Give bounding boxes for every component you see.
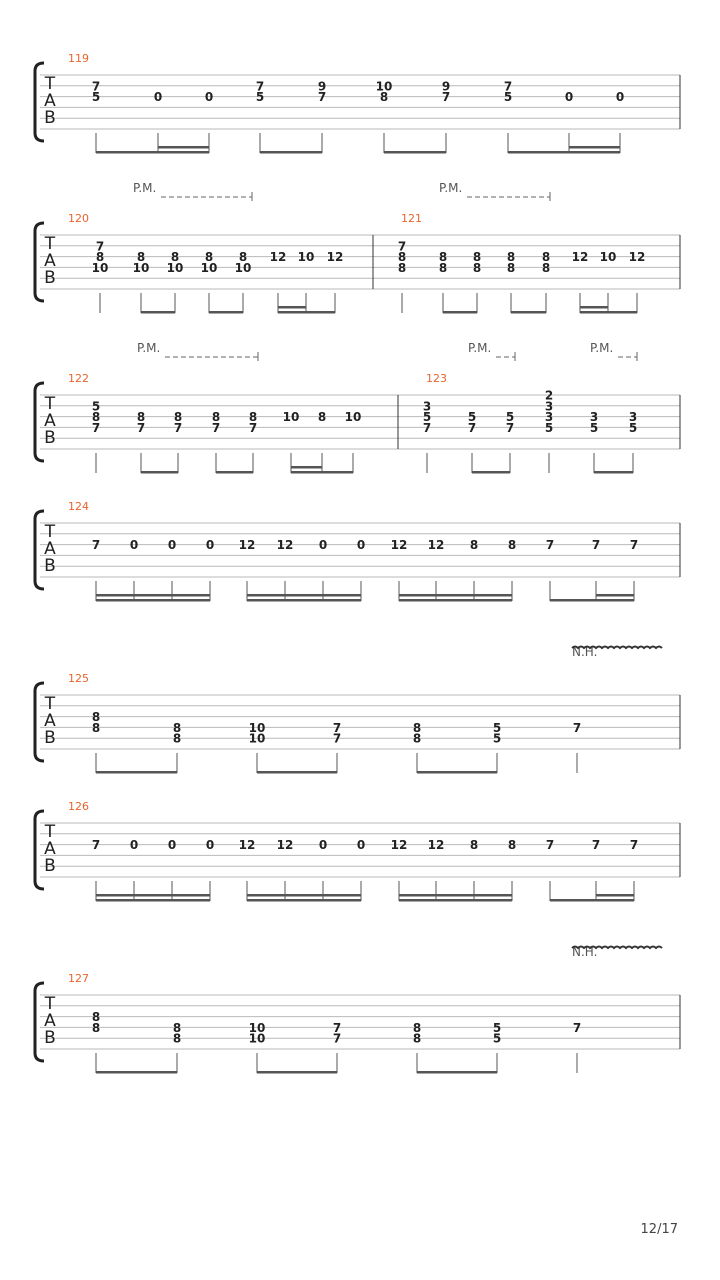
fret-number: 0	[318, 538, 328, 553]
beam	[580, 311, 637, 314]
fret-number: 8	[91, 410, 101, 425]
fret-number: 9	[441, 79, 451, 94]
beam-secondary	[278, 306, 306, 309]
fret-number: 7	[572, 1020, 582, 1035]
fret-number: 8	[412, 1020, 422, 1035]
tab-clef-letter: B	[44, 108, 56, 128]
beam	[278, 311, 335, 314]
beam	[257, 771, 337, 774]
beam-secondary	[96, 594, 210, 597]
fret-number: 5	[492, 1031, 502, 1046]
fret-number: 12	[628, 250, 646, 265]
beam	[141, 311, 175, 314]
tab-clef-letter: A	[44, 251, 56, 271]
fret-number: 5	[467, 410, 477, 425]
page-number: 12/17	[640, 1222, 678, 1237]
fret-number: 8	[238, 250, 248, 265]
tab-clef-letter: T	[44, 394, 56, 414]
beam	[550, 899, 634, 902]
fret-number: 8	[472, 260, 482, 275]
fret-number: 5	[255, 90, 265, 105]
tab-system	[35, 645, 680, 774]
beam-secondary	[596, 594, 634, 597]
bar-number: 121	[401, 212, 422, 225]
beam-secondary	[96, 894, 210, 897]
bar-number: 120	[68, 212, 89, 225]
fret-number: 0	[204, 90, 214, 105]
tab-system	[35, 945, 680, 1074]
tab-clef-letter: A	[44, 711, 56, 731]
bar-number: 126	[68, 800, 89, 813]
fret-number: 8	[172, 731, 182, 746]
tab-system	[35, 500, 680, 602]
bar-number: 122	[68, 372, 89, 385]
fret-number: 10	[91, 260, 109, 275]
tab-system	[35, 341, 680, 474]
fret-number: 8	[469, 838, 479, 853]
fret-number: 7	[332, 1020, 342, 1035]
beam	[472, 471, 510, 474]
fret-number: 0	[564, 90, 574, 105]
fret-number: 0	[356, 838, 366, 853]
tab-clef-letter: B	[44, 428, 56, 448]
fret-number: 7	[422, 420, 432, 435]
beam	[417, 771, 497, 774]
fret-number: 7	[441, 90, 451, 105]
fret-number: 8	[438, 260, 448, 275]
fret-number: 0	[129, 838, 139, 853]
palm-mute-annotation: P.M.	[590, 341, 614, 355]
fret-number: 8	[172, 1031, 182, 1046]
fret-number: 7	[317, 90, 327, 105]
fret-number: 8	[317, 410, 327, 425]
fret-number: 7	[91, 538, 101, 553]
fret-number: 7	[136, 420, 146, 435]
beam-secondary	[569, 146, 620, 149]
fret-number: 8	[507, 838, 517, 853]
beam-secondary	[247, 894, 361, 897]
tab-clef-letter: A	[44, 539, 56, 559]
fret-number: 12	[238, 838, 256, 853]
beam-secondary	[580, 306, 608, 309]
fret-number: 10	[234, 260, 252, 275]
tab-clef-letter: A	[44, 411, 56, 431]
tab-system	[35, 52, 680, 154]
beam	[384, 151, 446, 154]
beam	[260, 151, 322, 154]
bar-number: 125	[68, 672, 89, 685]
bar-number: 124	[68, 500, 89, 513]
fret-number: 8	[91, 1020, 101, 1035]
fret-number: 7	[95, 239, 105, 254]
beam-secondary	[247, 594, 361, 597]
fret-number: 8	[438, 250, 448, 265]
fret-number: 0	[318, 838, 328, 853]
beam	[96, 771, 177, 774]
fret-number: 7	[545, 838, 555, 853]
fret-number: 12	[276, 838, 294, 853]
fret-number: 8	[412, 1031, 422, 1046]
fret-number: 7	[591, 838, 601, 853]
fret-number: 5	[492, 1020, 502, 1035]
vibrato-line	[572, 947, 662, 949]
fret-number: 8	[136, 410, 146, 425]
tab-clef-letter: A	[44, 839, 56, 859]
fret-number: 0	[615, 90, 625, 105]
fret-number: 3	[544, 399, 554, 414]
fret-number: 5	[544, 420, 554, 435]
fret-number: 8	[472, 250, 482, 265]
fret-number: 10	[248, 1031, 266, 1046]
fret-number: 7	[505, 420, 515, 435]
fret-number: 7	[332, 731, 342, 746]
tab-clef-letter: B	[44, 1028, 56, 1048]
fret-number: 8	[204, 250, 214, 265]
harmonic-annotation: N.H.	[572, 645, 598, 659]
fret-number: 10	[599, 250, 617, 265]
beam-secondary	[399, 894, 512, 897]
tab-clef-letter: T	[44, 234, 56, 254]
fret-number: 10	[200, 260, 218, 275]
tab-clef-letter: T	[44, 994, 56, 1014]
fret-number: 0	[167, 538, 177, 553]
beam	[594, 471, 633, 474]
fret-number: 0	[167, 838, 177, 853]
fret-number: 5	[503, 90, 513, 105]
beam	[96, 151, 209, 154]
fret-number: 12	[571, 250, 589, 265]
fret-number: 10	[248, 731, 266, 746]
fret-number: 7	[248, 420, 258, 435]
fret-number: 10	[248, 720, 266, 735]
fret-number: 8	[506, 260, 516, 275]
beam	[417, 1071, 497, 1074]
beam-secondary	[291, 466, 322, 469]
beam	[247, 599, 361, 602]
fret-number: 12	[427, 838, 445, 853]
fret-number: 5	[91, 90, 101, 105]
fret-number: 8	[172, 1020, 182, 1035]
beam	[508, 151, 620, 154]
fret-number: 12	[326, 250, 344, 265]
fret-number: 5	[422, 410, 432, 425]
fret-number: 7	[173, 420, 183, 435]
beam	[96, 1071, 177, 1074]
fret-number: 10	[166, 260, 184, 275]
fret-number: 0	[205, 838, 215, 853]
fret-number: 3	[422, 399, 432, 414]
fret-number: 5	[505, 410, 515, 425]
fret-number: 7	[332, 720, 342, 735]
fret-number: 12	[238, 538, 256, 553]
fret-number: 8	[136, 250, 146, 265]
fret-number: 8	[541, 250, 551, 265]
fret-number: 7	[503, 79, 513, 94]
fret-number: 8	[95, 250, 105, 265]
harmonic-annotation: N.H.	[572, 945, 598, 959]
fret-number: 10	[282, 410, 300, 425]
fret-number: 10	[375, 79, 393, 94]
bar-number: 123	[426, 372, 447, 385]
fret-number: 8	[412, 731, 422, 746]
beam	[96, 899, 210, 902]
tab-clef-letter: T	[44, 74, 56, 94]
fret-number: 8	[173, 410, 183, 425]
tab-system	[35, 800, 680, 902]
fret-number: 3	[589, 410, 599, 425]
fret-number: 7	[211, 420, 221, 435]
fret-number: 7	[545, 538, 555, 553]
beam-secondary	[596, 894, 634, 897]
fret-number: 5	[589, 420, 599, 435]
fret-number: 10	[344, 410, 362, 425]
palm-mute-annotation: P.M.	[468, 341, 492, 355]
fret-number: 5	[628, 420, 638, 435]
palm-mute-annotation: P.M.	[133, 181, 157, 195]
fret-number: 5	[492, 720, 502, 735]
fret-number: 12	[390, 538, 408, 553]
beam	[96, 599, 210, 602]
fret-number: 0	[356, 538, 366, 553]
tab-clef-letter: B	[44, 556, 56, 576]
fret-number: 8	[379, 90, 389, 105]
fret-number: 7	[91, 420, 101, 435]
fret-number: 8	[170, 250, 180, 265]
tab-clef-letter: B	[44, 856, 56, 876]
fret-number: 2	[544, 388, 554, 403]
fret-number: 8	[397, 260, 407, 275]
tab-system	[35, 181, 680, 314]
fret-number: 7	[91, 838, 101, 853]
beam	[399, 599, 512, 602]
fret-number: 12	[276, 538, 294, 553]
beam	[209, 311, 243, 314]
fret-number: 8	[506, 250, 516, 265]
tab-clef-letter: A	[44, 91, 56, 111]
beam	[443, 311, 477, 314]
fret-number: 8	[91, 710, 101, 725]
fret-number: 12	[390, 838, 408, 853]
fret-number: 7	[629, 538, 639, 553]
fret-number: 5	[492, 731, 502, 746]
fret-number: 8	[541, 260, 551, 275]
fret-number: 9	[317, 79, 327, 94]
beam	[291, 471, 353, 474]
fret-number: 7	[629, 838, 639, 853]
beam	[399, 899, 512, 902]
beam	[550, 599, 634, 602]
vibrato-line	[572, 647, 662, 649]
fret-number: 7	[397, 239, 407, 254]
fret-number: 10	[132, 260, 150, 275]
beam	[257, 1071, 337, 1074]
tab-clef-letter: T	[44, 694, 56, 714]
fret-number: 8	[248, 410, 258, 425]
tab-clef-letter: A	[44, 1011, 56, 1031]
beam-secondary	[158, 146, 209, 149]
beam	[511, 311, 546, 314]
tab-clef-letter: B	[44, 728, 56, 748]
fret-number: 8	[172, 720, 182, 735]
fret-number: 5	[91, 399, 101, 414]
palm-mute-annotation: P.M.	[137, 341, 161, 355]
fret-number: 8	[91, 720, 101, 735]
fret-number: 7	[591, 538, 601, 553]
tab-clef-letter: T	[44, 522, 56, 542]
fret-number: 8	[211, 410, 221, 425]
fret-number: 8	[507, 538, 517, 553]
fret-number: 10	[297, 250, 315, 265]
tab-clef-letter: T	[44, 822, 56, 842]
beam	[216, 471, 253, 474]
fret-number: 3	[544, 410, 554, 425]
fret-number: 0	[153, 90, 163, 105]
fret-number: 0	[205, 538, 215, 553]
fret-number: 7	[332, 1031, 342, 1046]
beam	[247, 899, 361, 902]
fret-number: 3	[628, 410, 638, 425]
fret-number: 8	[412, 720, 422, 735]
beam	[141, 471, 178, 474]
fret-number: 7	[572, 720, 582, 735]
tab-clef-letter: B	[44, 268, 56, 288]
beam-secondary	[399, 594, 512, 597]
fret-number: 8	[469, 538, 479, 553]
fret-number: 8	[91, 1010, 101, 1025]
fret-number: 7	[91, 79, 101, 94]
fret-number: 12	[269, 250, 287, 265]
fret-number: 7	[467, 420, 477, 435]
fret-number: 10	[248, 1020, 266, 1035]
fret-number: 7	[255, 79, 265, 94]
palm-mute-annotation: P.M.	[439, 181, 463, 195]
fret-number: 12	[427, 538, 445, 553]
bar-number: 119	[68, 52, 89, 65]
fret-number: 0	[129, 538, 139, 553]
bar-number: 127	[68, 972, 89, 985]
fret-number: 8	[397, 250, 407, 265]
